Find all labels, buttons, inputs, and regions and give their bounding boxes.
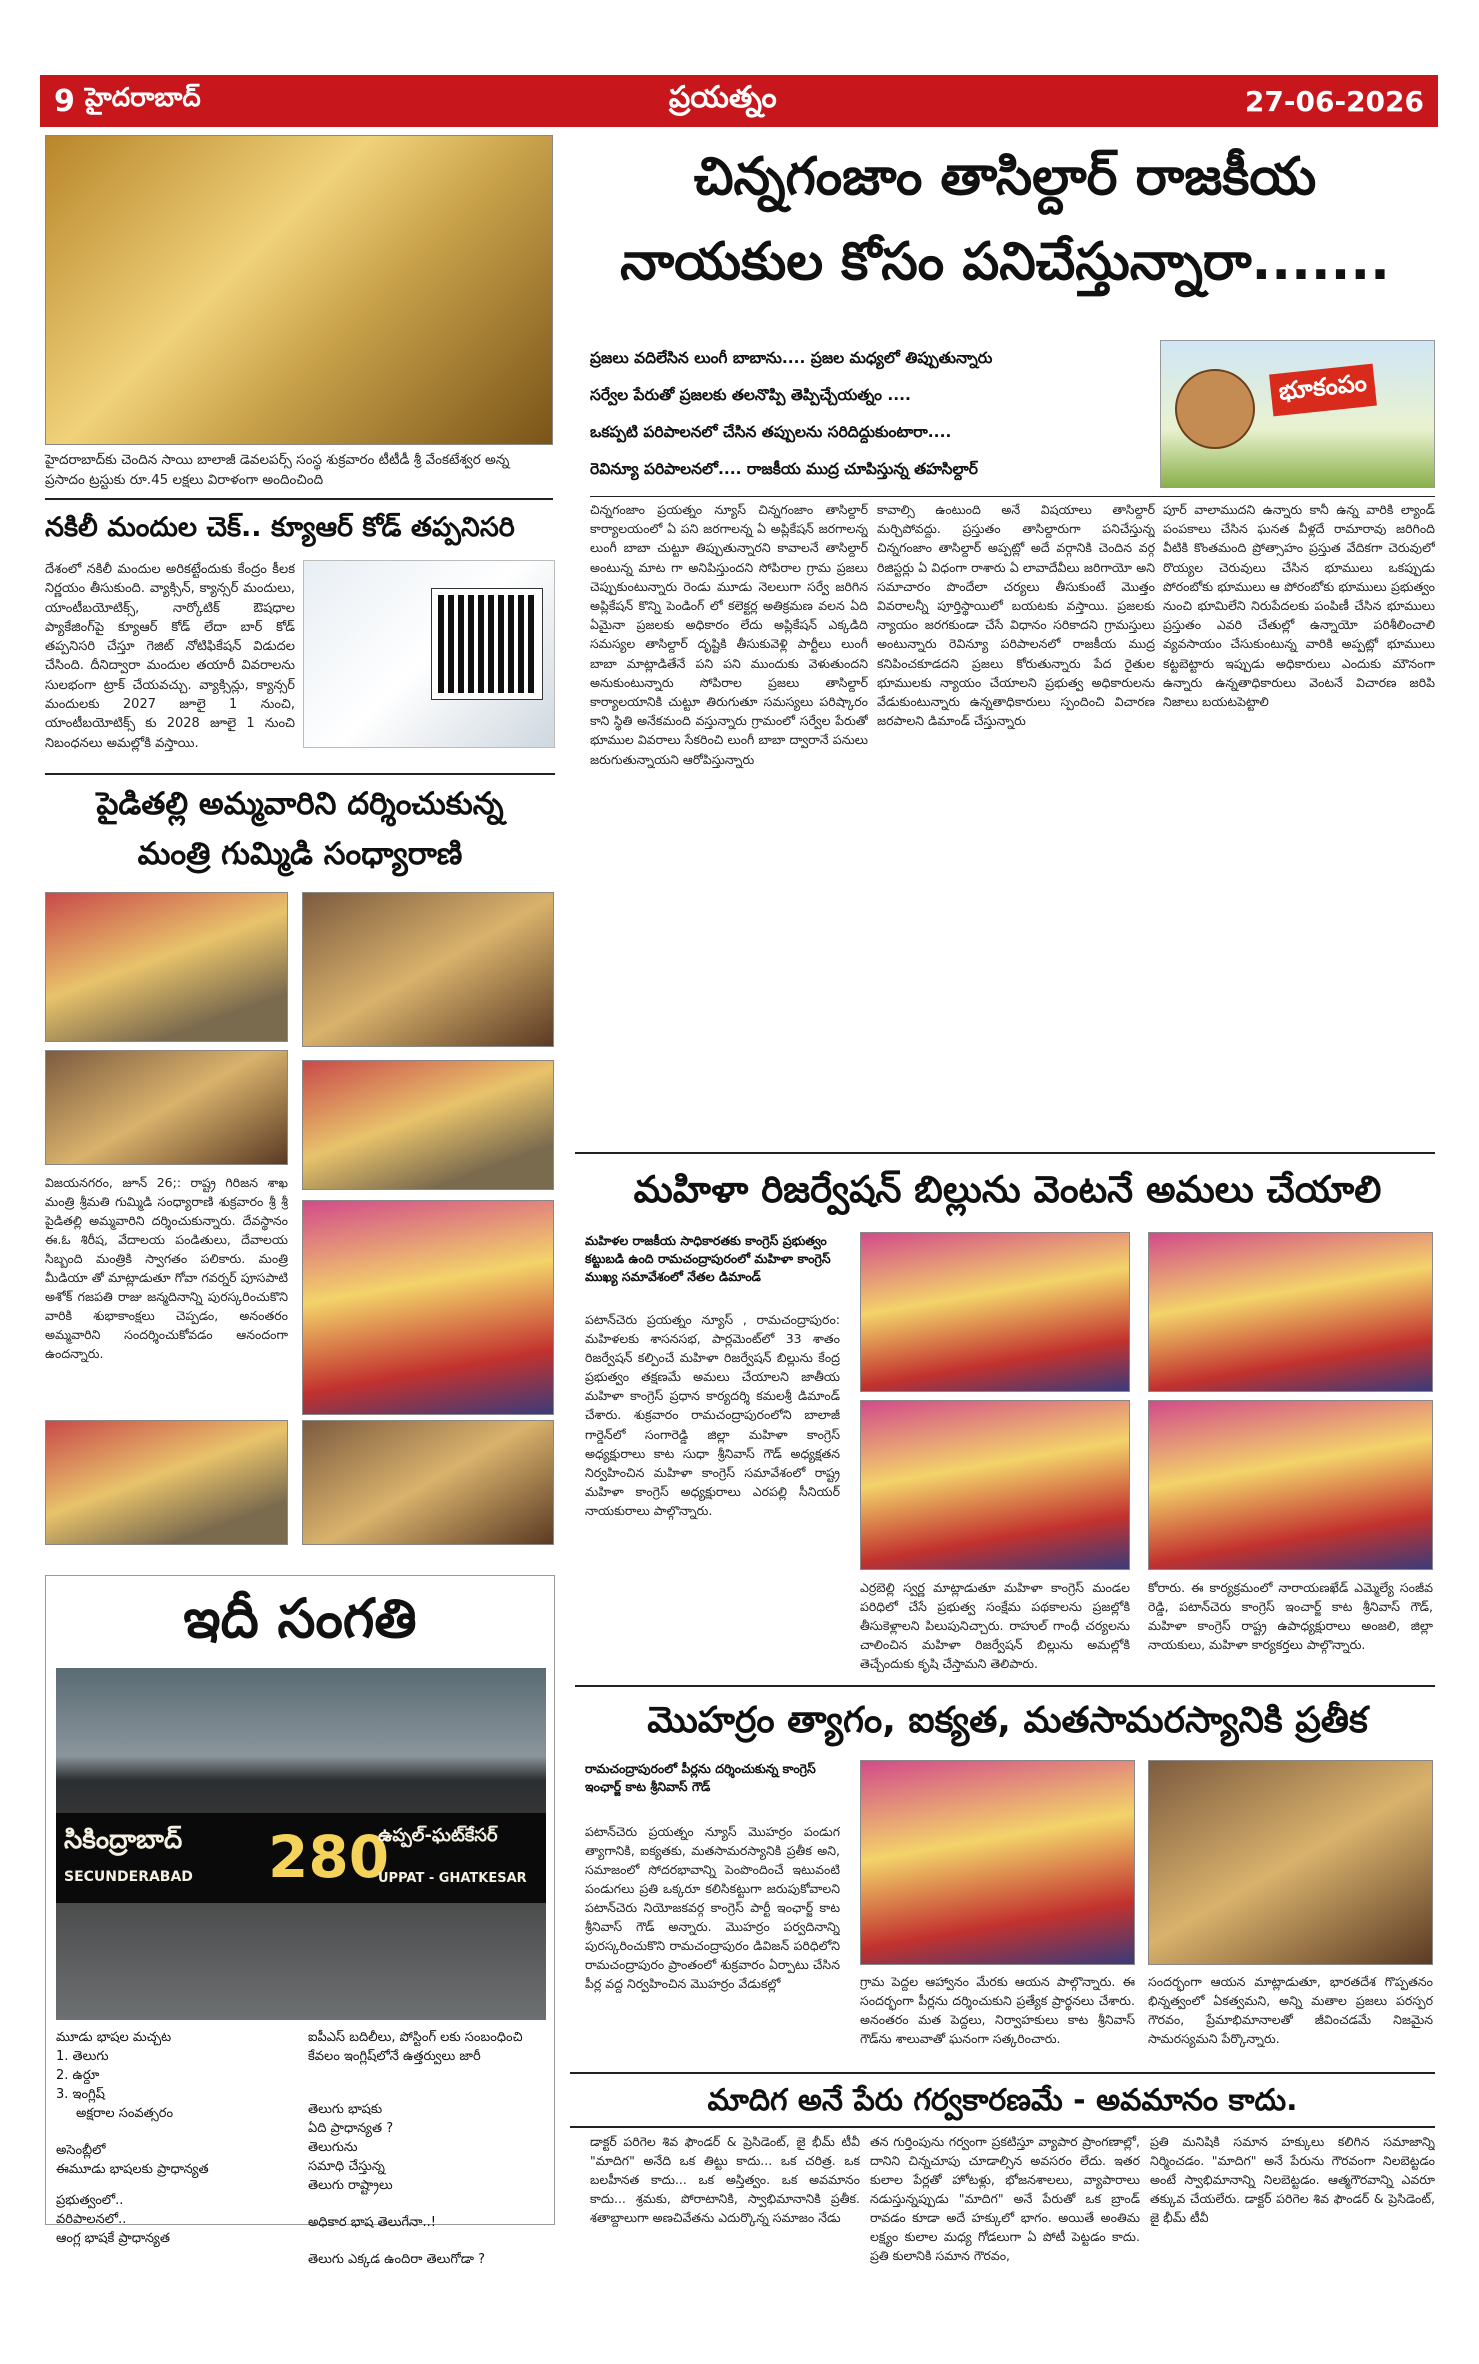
muharram-body: పటాన్‌చెరు ప్రయత్నం న్యూస్ మొహర్రం పండుగ త్యాగానికి, ఐక్యతకు, మతసామరస్యానికి ప్రతీక అని, సమాజంలో సోదరభావాన్ని పెంపొందించే ఇటువంటి పండుగలు ప్రతి ఒక్కరూ కలిసికట్టుగా జరుపుకోవాలని పటాన్‌చెరు నియోజకవర్గ కాంగ్రెస్ పార్టీ ఇంఛార్జ్ కాట శ్రీనివాస్ గౌడ్ అన్నారు. మొహర్రం పర్వదినాన్ని పురస్కరించుకొని రామచంద్రాపురం డివిజన్ పరిధిలోని రామచంద్రాపురం ప్రాంతంలో శుక్రవారం ఏర్పాటు చేసిన పీర్ల వద్ద నిర్వహించిన మొహర్రం వేడుకల్లో: [585, 1824, 840, 1991]
issue-date: 27-06-2026: [1244, 84, 1424, 118]
divider: [590, 496, 1435, 497]
right-line: తెలుగు భాషకు: [308, 2102, 383, 2117]
left-line: ప్రభుత్వంలో..: [56, 2193, 124, 2208]
divider: [575, 1152, 1435, 1154]
divider: [575, 1685, 1435, 1687]
mahila-body-3: కోరారు. ఈ కార్యక్రమంలో నారాయణఖేడ్ ఎమ్మెల్యే సంజీవ రెడ్డి, పటాన్‌చెరు కాంగ్రెస్ ఇంచార్జ్ కాట శ్రీనివాస్ గౌడ్, మహిళా కాంగ్రెస్ రాష్ట్ర ఉపాధ్యక్షురాలు అంజలి, జిల్లా నాయకులు, మహిళా కార్యకర్తలు పాల్గొన్నారు.: [1148, 1580, 1433, 1652]
board-left-text: సికింద్రాబాద్: [64, 1825, 183, 1855]
right-line: తెలుగును: [308, 2140, 358, 2155]
muharram-photo-1: [860, 1760, 1135, 1965]
divider: [45, 498, 553, 500]
minister-body: విజయనగరం, జూన్ 26;: రాష్ట్ర గిరిజన శాఖ మంత్రి శ్రీమతి గుమ్మిడి సంధ్యారాణి శుక్రవారం శ్రీ శ్రీ పైడితల్లి అమ్మవారిని దర్శించుకున్నారు. దేవస్థానం ఈ.ఓ శిరీష, వేదాలయ పండితులు, దేవాలయ సిబ్బంది మంత్రికి స్వాగతం పలికారు. మంత్రి మీడియా తో మాట్లాడుతూ గోవా గవర్నర్ పూసపాటి అశోక్ గజపతి రాజు జన్మదినాన్ని పురస్కరించుకొని వారికి శుభాకాంక్షలు చెప్పడం, అనంతరం అమ్మవారిని సందర్శించుకోవడం ఆనందంగా ఉందన్నారు.: [45, 1175, 288, 1361]
donation-caption: హైదరాబాద్‌కు చెందిన సాయి బాలాజీ డెవలపర్స్ సంస్థ శుక్రవారం టీటీడీ శ్రీ వేంకటేశ్వర అన్న ప్రసాదం ట్రస్టుకు రూ.45 లక్షలు విరాళంగా అందించింది: [45, 452, 510, 488]
city-name: హైదరాబాద్: [84, 83, 201, 113]
list-title: మూడు భాషల మచ్చట: [56, 2030, 172, 2045]
lead-column-1: చిన్నగంజాం ప్రయత్నం న్యూస్ చిన్నగంజాం తాసిల్దార్ కార్యాలయంలో ఏ పని జరగాలన్న ఏ అప్లికేషన్ జరగాలన్న లుంగీ బాబా చుట్టూ తిప్పుతున్నారని కావాలనే తాసిల్దార్ అంటున్న మాట గా అనిపిస్తుందని సోపిరాల గ్రామ ప్రజలు చెప్పుకుంటున్నారు రెండు మూడు నెలలుగా సర్వే జరిగిన అప్లికేషన్ కొన్ని పెండింగ్ లో కలెక్టర్ల అతిక్రమణ వలన ఏది ఏమైనా ప్రజలకు అధికారం లేదు అప్లికేషన్ ఎక్కడిది సమస్యల తాసిల్దార్ దృష్టికి తీసుకువెళ్లి పార్టీలు లుంగీ బాబా మాట్లాడితేనే పని పని ముందుకు వెళుతుందని అనుకుంటున్నారు సోపిరాల ప్రజలు తాసిల్దార్ కార్యాలయానికి చుట్టూ తిరుగుతూ సమస్యలు పరిష్కారం కాని స్థితి అనేకమంది వస్తున్నారు గ్రామంలో సర్వేల పేరుతో భూముల వివరాలు సేకరించి లుంగీ బాబా ద్వారానే పనులు జరుగుతున్నాయని ఆరోపిస్తున్నారు: [590, 502, 868, 767]
right-line: తెలుగు రాష్ట్రాలు: [308, 2178, 393, 2193]
minister-headline-line2: మంత్రి గుమ్మిడి సంధ్యారాణి: [137, 836, 463, 872]
right-line: సమాధి చేస్తున్న: [308, 2159, 385, 2174]
list-item: 3. ఇంగ్లిష్: [56, 2087, 105, 2102]
page-header-bar: [40, 75, 1438, 127]
mahila-headline: మహిళా రిజర్వేషన్ బిల్లును వెంటనే అమలు చేయాలి: [633, 1168, 1382, 1211]
right-bottom-line: అధికార భాష తెలుగేనా..!: [308, 2215, 437, 2230]
divider: [570, 2072, 1435, 2074]
left-line: ఆంగ్ల భాషకే ప్రాధాన్యత: [56, 2231, 170, 2246]
bhookampam-logo: భూకంపం: [1269, 364, 1377, 417]
muharram-photo-2: [1148, 1760, 1433, 1965]
masthead: ప్రయత్నం: [668, 80, 777, 115]
face-icon: [1175, 369, 1255, 449]
last-line: తెలుగు ఎక్కడ ఉందిరా తెలుగోడా ?: [308, 2252, 486, 2267]
fake-medicine-headline: నకిలీ మందుల చెక్.. క్యూఆర్ కోడ్ తప్పనిసరి: [45, 512, 515, 543]
list-subtitle: అక్షరాల సంవత్సరం: [76, 2106, 174, 2121]
minister-photo-4: [302, 1060, 554, 1190]
mahila-photo-2: [1148, 1232, 1433, 1392]
mahila-photo-4: [1148, 1400, 1433, 1570]
board-right-text: ఉప్పల్-ఘట్‌కేసర్: [378, 1825, 498, 1846]
board-right-english: UPPAT - GHATKESAR: [378, 1871, 527, 1886]
side-note: ఐపీఎస్ బదిలీలు, పోస్టింగ్ లకు సంబంధించి కేవలం ఇంగ్లిష్‌లోనే ఉత్తర్వులు జారీ: [308, 2030, 523, 2064]
bullet-item: ఒకప్పటి పరిపాలనలో చేసిన తప్పులను సరిదిద్దుకుంటారా....: [590, 423, 952, 441]
idi-sangathi-title: ఇదీ సంగతి: [183, 1587, 417, 1650]
minister-photo-2: [302, 892, 554, 1047]
mahila-body: పటాన్‌చెరు ప్రయత్నం న్యూస్ , రామచంద్రాపురం: మహిళలకు శాసనసభ, పార్లమెంట్‌లో 33 శాతం రిజర్వేషన్ కల్పించే మహిళా రిజర్వేషన్ బిల్లును కేంద్ర ప్రభుత్వం తక్షణమే అమలు చేయాలని జాతీయ మహిళా కాంగ్రెస్ ప్రధాన కార్యదర్శి కమలశ్రీ డిమాండ్ చేశారు. శుక్రవారం రామచంద్రాపురంలోని బాలాజీ గార్డెన్‌లో సంగారెడ్డి జిల్లా మహిళా కాంగ్రెస్ అధ్యక్షురాలు కాట సుధా శ్రీనివాస్ గౌడ్ అధ్యక్షతన నిర్వహించిన మహిళా కాంగ్రెస్ సమావేశంలో రాష్ట్ర మహిళా కాంగ్రెస్ అధ్యక్షురాలు ఎరపల్లి సీనియర్ నాయకురాలు పాల్గొన్నారు.: [585, 1312, 840, 1518]
bus-route-number: 280: [268, 1823, 390, 1891]
mahila-photo-3: [860, 1400, 1130, 1570]
minister-headline-line1: పైడితల్లి అమ్మవారిని దర్శించుకున్న: [96, 786, 504, 822]
madiga-column-3: ప్రతి మనిషికి సమాన హక్కులు కలిగిన సమాజాన్ని నిర్మించడం. "మాదిగ" అనే పేరును గౌరవంగా నిలబెట్టడం అంటే స్వాభిమానాన్ని నిలబెట్టడం. ఆత్మగౌరవాన్ని ఎవరూ తక్కువ చేయలేరు. డాక్టర్ పరిగెల శివ ఫౌండర్ & ప్రెసిడెంట్, జై భీమ్ టీవీ: [1150, 2134, 1435, 2225]
fake-medicine-body: దేశంలో నకిలీ మందుల అరికట్టేందుకు కేంద్రం కీలక నిర్ణయం తీసుకుంది. వ్యాక్సిన్, క్యాన్సర్ మందులు, యాంటీబయోటిక్స్, నార్కోటిక్ ఔషధాల ప్యాకేజింగ్‌పై క్యూఆర్ కోడ్ లేదా బార్ కోడ్ తప్పనిసరి చేస్తూ గెజిట్ నోటిఫికేషన్ విడుదల చేసింది. దీనిద్వారా మందుల తయారీ వివరాలను సులభంగా ట్రాక్ చేయవచ్చు. వ్యాక్సిన్లు, క్యాన్సర్ మందులకు 2027 జూలై 1 నుంచి, యాంటీబయోటిక్స్ కు 2028 జూలై 1 నుంచి నిబంధనలు అమల్లోకి వస్తాయి.: [45, 562, 295, 751]
left-line: ఈమూడు భాషలకు ప్రాధాన్యత: [56, 2162, 209, 2177]
mahila-body-2: ఎర్రబెల్లి స్వర్ణ మాట్లాడుతూ మహిళా కాంగ్రెస్ మండల పరిధిలో చేసే ప్రభుత్వ సంక్షేమ పథకాలను ప్రజల్లోకి తీసుకెళ్లాలని పిలుపునిచ్చారు. రాహుల్ గాంధీ చర్యలను చాలించిన మహిళా రిజర్వేషన్ బిల్లును అమల్లోకి తెచ్చేందుకు కృషి చేస్తామని తెలిపారు.: [860, 1580, 1130, 1671]
right-line: ఏది ప్రాధాన్యత ?: [308, 2121, 394, 2136]
lead-bullets: [590, 340, 1150, 488]
muharram-body-2: గ్రామ పెద్దల ఆహ్వానం మేరకు ఆయన పాల్గొన్నారు. ఈ సందర్భంగా పీర్లను దర్శించుకుని ప్రత్యేక ప్రార్థనలు చేశారు. అనంతరం మత పెద్దలు, నిర్వాహకులు కాట శ్రీనివాస్ గౌడ్‌ను శాలువాతో ఘనంగా సత్కరించారు.: [860, 1974, 1135, 2046]
left-line: అసెంబ్లీలో: [56, 2143, 106, 2158]
bullet-item: సర్వేల పేరుతో ప్రజలకు తలనొప్పి తెప్పిచ్చేయత్నం ....: [590, 386, 911, 404]
idi-sangathi-box: [45, 1575, 555, 2267]
minister-photo-6: [45, 1420, 288, 1545]
divider: [570, 2126, 1435, 2128]
pills-photo: [303, 560, 555, 748]
bhookampam-cartoon: [1160, 340, 1435, 488]
destination-board: [56, 1813, 546, 1903]
madiga-column-2: తన గుర్తింపును గర్వంగా ప్రకటిస్తూ వ్యాపార ప్రాంగణాల్లో, దానిని చిన్నచూపు చూడాల్సిన అవసరం లేదు. ఇతర కులాల పేర్లతో హోటళ్లు, భోజనశాలలు, వ్యాపారాలు నడుస్తున్నప్పుడు "మాదిగ" అనే పేరుతో ఒక బ్రాండ్ రావడం కూడా అదే హక్కులో భాగం. అయితే అంతిమ లక్ష్యం కులాల మధ్య గోడలుగా ఏ పోటీ పెట్టడం కాదు. ప్రతి కులానికి సమాన గౌరవం,: [870, 2134, 1140, 2263]
lead-column-2: కావాల్సి ఉంటుంది అనే విషయాలు తాసిల్దార్ మర్చిపోవద్దు. ప్రస్తుతం తాసిల్దారుగా పనిచేస్తున్న చిన్నగంజాం తాసిల్దార్ అప్పట్లో అదే వర్గానికి చెందిన వర్గ రిజిస్టర్లు ఏ విధంగా రాశారు ఏ లావాదేవీలు జరిగాయో అని సమాచారం పొందేలా చర్యలు తీసుకుంటే మొత్తం వివరాలన్నీ పూర్తిస్థాయిలో బయటకు వస్తాయి. ప్రజలకు న్యాయం జరగకుండా చేసే విధానం సరికాదని గ్రామస్తులు అంటున్నారు రెవిన్యూ పరిపాలనలో రాజకీయ ముద్ర కనిపించకూడదని ప్రజలు కోరుతున్నారు పేద రైతుల భూములకు న్యాయం చేయాలని ప్రభుత్వ అధికారులను వేడుకుంటున్నారు ఉన్నతాధికారులు స్పందించి విచారణ జరపాలని డిమాండ్ చేస్తున్నారు: [877, 502, 1155, 729]
donation-photo: [45, 135, 553, 445]
idi-right-column: [308, 2028, 548, 2269]
muharram-body-3: సందర్భంగా ఆయన మాట్లాడుతూ, భారతదేశ గొప్పతనం భిన్నత్వంలో ఏకత్వమని, అన్ని మతాల ప్రజలు పరస్పర గౌరవం, ప్రేమాభిమానాలతో జీవించడమే నిజమైన సామరస్యమని పేర్కొన్నారు.: [1148, 1974, 1433, 2046]
qr-code-icon: [432, 589, 542, 699]
list-item: 1. తెలుగు: [56, 2049, 109, 2064]
mahila-photo-1: [860, 1232, 1130, 1392]
minister-photo-1: [45, 892, 288, 1042]
minister-photo-7: [302, 1420, 554, 1545]
lead-column-3: పూర్ వాలాముదని ఉన్నారు కానీ ఉన్న వారికి ల్యాండ్ పంపకాలు చేసిన ఘనత వీళ్లదే రామారావు జరిగింది వీటికి కొంతమంది ప్రోత్సాహం ప్రస్తుత వేదికగా చెరువులో రొయ్యల చెరువులు చేసిన భూములు ఒకప్పుడు పోరంబోకు భూములు ఆ పోరంబోకు భూములు ప్రభుత్వం నుంచి భూమిలేని నిరుపేదలకు పంపిణీ చేసిన భూములు ప్రస్తుతం ఎవరి చేతుల్లో ఉన్నాయో పరిశీలించాలి వ్యవసాయం చేసుకుంటున్న వారికి అప్పట్లో భూములు కట్టబెట్టారు ఇప్పుడు అధికారులు ఎందుకు మౌనంగా ఉన్నారు ఉన్నతాధికారులు వెంటనే విచారణ జరిపి నిజాలు బయటపెట్టాలి: [1163, 502, 1435, 710]
page-header-left: [54, 83, 201, 119]
lead-headline-line1: చిన్నగంజాం తాసిల్దార్ రాజకీయ: [693, 147, 1317, 207]
page-number: 9: [54, 83, 75, 119]
divider: [45, 773, 555, 775]
madiga-headline: మాదిగ అనే పేరు గర్వకారణమే - అవమానం కాదు.: [707, 2083, 1298, 2118]
bullet-item: రెవిన్యూ పరిపాలనలో.... రాజకీయ ముద్ర చూపిస్తున్న తహసిల్దార్: [590, 460, 978, 478]
minister-photo-3: [45, 1050, 288, 1165]
muharram-headline: మొహర్రం త్యాగం, ఐక్యత, మతసామరస్యానికి ప్రతీక: [647, 1700, 1368, 1741]
list-item: 2. ఉర్దూ: [56, 2068, 100, 2083]
bullet-item: ప్రజలు వదిలేసిన లుంగీ బాబాను.... ప్రజల మధ్యలో తిప్పుతున్నారు: [590, 349, 993, 367]
lead-headline-line2: నాయకుల కోసం పనిచేస్తున్నారా.......: [620, 232, 1390, 292]
left-line: వరిపాలనలో..: [56, 2212, 127, 2227]
muharram-lead: రామచంద్రాపురంలో పీర్లను దర్శించుకున్న కాంగ్రెస్ ఇంఛార్జ్ కాట శ్రీనివాస్ గౌడ్: [585, 1761, 816, 1794]
bus-board-photo: [56, 1668, 546, 2020]
mahila-lead: మహిళల రాజకీయ సాధికారతకు కాంగ్రెస్ ప్రభుత్వం కట్టుబడి ఉంది రామచంద్రాపురంలో మహిళా కాంగ్రెస్ ముఖ్య సమావేశంలో నేతల డిమాండ్: [585, 1233, 831, 1284]
idi-left-column: [56, 2028, 286, 2248]
madiga-column-1: డాక్టర్ పరిగెల శివ ఫౌండర్ & ప్రెసిడెంట్, జై భీమ్ టీవీ "మాదిగ" అనేది ఒక తిట్టు కాదు... ఒక చరిత్ర. ఒక బలహీనత కాదు... ఒక అస్తిత్వం. ఒక అవమానం కాదు... శ్రమకు, పోరాటానికి, స్వాభిమానానికి ప్రతీక. శతాబ్దాలుగా అణచివేతను ఎదుర్కొన్న సమాజం నేడు: [590, 2134, 860, 2225]
board-left-english: SECUNDERABAD: [64, 1869, 193, 1885]
minister-photo-5: [302, 1200, 554, 1415]
